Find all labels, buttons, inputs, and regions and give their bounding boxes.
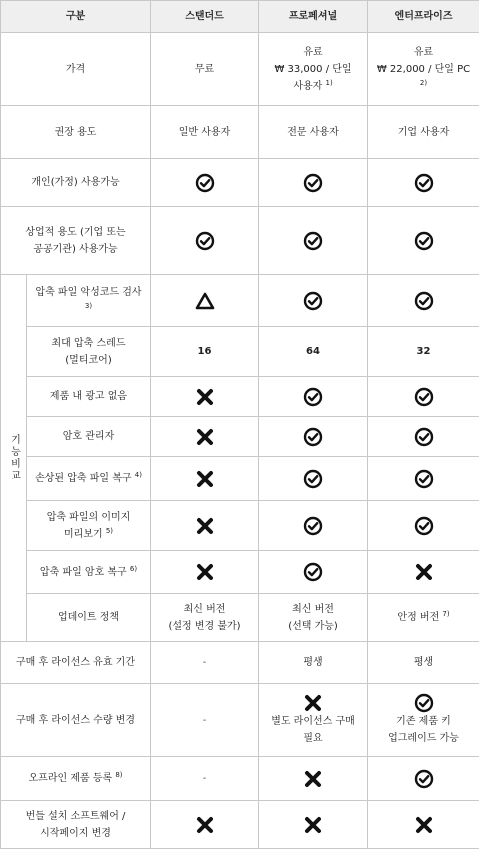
update-standard-line1: 최신 버전 [155, 601, 254, 618]
check-circle-icon [303, 516, 323, 536]
repair-professional [259, 457, 368, 501]
footnote-5: 5) [106, 527, 113, 535]
price-standard: 무료 [151, 33, 259, 106]
license-quantity-label: 구매 후 라이선스 수량 변경 [1, 684, 151, 757]
price-professional-amount: ₩ 33,000 / 단일 사용자 $^{1)}$ [263, 61, 363, 95]
check-circle-icon [303, 562, 323, 582]
threads-enterprise: 32 [368, 327, 479, 377]
license-period-label: 구매 후 라이선스 유효 기간 [1, 642, 151, 684]
usage-row [1, 106, 479, 159]
offline-row [1, 757, 479, 801]
personal-professional [259, 159, 368, 207]
threads-professional: 64 [259, 327, 368, 377]
update-row [1, 594, 479, 642]
repair-standard [151, 457, 259, 501]
price-label: 가격 [1, 33, 151, 106]
password-manager-row [1, 417, 479, 457]
bundle-enterprise [368, 801, 479, 849]
commercial-label: 상업적 용도 (기업 또는 공공기관) 사용가능 [1, 207, 151, 275]
update-professional [259, 594, 368, 642]
usage-professional: 전문 사용자 [259, 106, 368, 159]
malware-enterprise [368, 275, 479, 327]
password-manager-standard [151, 417, 259, 457]
license-quantity-professional-text: 별도 라이선스 구매 필요 [263, 713, 363, 747]
check-circle-icon [303, 291, 323, 311]
features-group-label [1, 275, 27, 642]
password-manager-professional [259, 417, 368, 457]
header-standard: 스탠더드 [151, 1, 259, 33]
update-enterprise: 안정 버전 $^{7)}$ [368, 594, 479, 642]
bundle-professional [259, 801, 368, 849]
features-group-text: 기능비교 [4, 434, 24, 482]
bundle-standard [151, 801, 259, 849]
update-standard-line2: (설정 변경 불가) [155, 618, 254, 635]
check-circle-icon [303, 469, 323, 489]
no-ads-label: 제품 내 광고 없음 [27, 377, 151, 417]
usage-enterprise: 기업 사용자 [368, 106, 479, 159]
license-period-enterprise: 평생 [368, 642, 479, 684]
license-period-row [1, 642, 479, 684]
check-circle-icon [195, 231, 215, 251]
personal-row [1, 159, 479, 207]
x-mark-icon [195, 562, 215, 582]
personal-standard [151, 159, 259, 207]
commercial-standard [151, 207, 259, 275]
password-manager-label: 암호 관리자 [27, 417, 151, 457]
malware-row [1, 275, 479, 327]
update-standard [151, 594, 259, 642]
x-mark-icon [303, 693, 323, 713]
footnote-4: 4) [135, 471, 142, 479]
pw-recovery-enterprise [368, 551, 479, 594]
pw-recovery-standard [151, 551, 259, 594]
usage-label: 권장 용도 [1, 106, 151, 159]
check-circle-icon [414, 769, 434, 789]
commercial-enterprise [368, 207, 479, 275]
x-mark-icon [414, 562, 434, 582]
header-category: 구분 [1, 1, 151, 33]
check-circle-icon [303, 231, 323, 251]
malware-label: 압축 파일 악성코드 검사 $^{3)}$ [27, 275, 151, 327]
x-mark-icon [195, 815, 215, 835]
footnote-3: 3) [85, 302, 92, 310]
preview-professional [259, 501, 368, 551]
commercial-professional [259, 207, 368, 275]
header-row [1, 1, 479, 33]
pw-recovery-row [1, 551, 479, 594]
threads-row [1, 327, 479, 377]
price-row [1, 33, 479, 106]
price-professional-type: 유료 [263, 44, 363, 61]
check-circle-icon [303, 387, 323, 407]
preview-standard [151, 501, 259, 551]
check-circle-icon [414, 291, 434, 311]
no-ads-standard [151, 377, 259, 417]
bundle-label: 번들 설치 소프트웨어 / 시작페이지 변경 [1, 801, 151, 849]
footnote-2: 2) [420, 79, 427, 87]
offline-standard: - [151, 757, 259, 801]
license-quantity-standard: - [151, 684, 259, 757]
threads-standard: 16 [151, 327, 259, 377]
footnote-6: 6) [130, 565, 137, 573]
password-manager-enterprise [368, 417, 479, 457]
check-circle-icon [195, 173, 215, 193]
preview-label: 압축 파일의 이미지 미리보기 $^{5)}$ [27, 501, 151, 551]
update-professional-line2: (선택 가능) [263, 618, 363, 635]
x-mark-icon [303, 769, 323, 789]
footnote-1: 1) [326, 79, 333, 87]
license-period-professional: 평생 [259, 642, 368, 684]
check-circle-icon [414, 516, 434, 536]
no-ads-row [1, 377, 479, 417]
footnote-8: 8) [115, 771, 122, 779]
price-professional [259, 33, 368, 106]
pw-recovery-label: 압축 파일 암호 복구 $^{6)}$ [27, 551, 151, 594]
check-circle-icon [303, 173, 323, 193]
header-enterprise: 엔터프라이즈 [368, 1, 479, 33]
check-circle-icon [414, 427, 434, 447]
check-circle-icon [303, 427, 323, 447]
repair-row [1, 457, 479, 501]
footnote-7: 7) [442, 610, 449, 618]
license-quantity-enterprise-text: 기존 제품 키 업그레이드 가능 [372, 713, 475, 747]
price-enterprise [368, 33, 479, 106]
personal-label: 개인(가정) 사용가능 [1, 159, 151, 207]
malware-professional [259, 275, 368, 327]
x-mark-icon [195, 469, 215, 489]
commercial-row [1, 207, 479, 275]
license-period-standard: - [151, 642, 259, 684]
threads-label: 최대 압축 스레드 (멀티코어) [27, 327, 151, 377]
x-mark-icon [303, 815, 323, 835]
price-enterprise-type: 유료 [372, 44, 475, 61]
offline-professional [259, 757, 368, 801]
offline-label: 오프라인 제품 등록 $^{8)}$ [1, 757, 151, 801]
x-mark-icon [195, 387, 215, 407]
triangle-icon [195, 291, 215, 311]
x-mark-icon [195, 516, 215, 536]
offline-enterprise [368, 757, 479, 801]
malware-standard [151, 275, 259, 327]
check-circle-icon [414, 387, 434, 407]
license-quantity-professional [259, 684, 368, 757]
personal-enterprise [368, 159, 479, 207]
repair-label: 손상된 압축 파일 복구 $^{4)}$ [27, 457, 151, 501]
header-professional: 프로페셔널 [259, 1, 368, 33]
check-circle-icon [414, 693, 434, 713]
x-mark-icon [414, 815, 434, 835]
no-ads-professional [259, 377, 368, 417]
check-circle-icon [414, 173, 434, 193]
preview-enterprise [368, 501, 479, 551]
usage-standard: 일반 사용자 [151, 106, 259, 159]
check-circle-icon [414, 231, 434, 251]
repair-enterprise [368, 457, 479, 501]
license-quantity-row [1, 684, 479, 757]
update-label: 업데이트 정책 [27, 594, 151, 642]
check-circle-icon [414, 469, 434, 489]
update-professional-line1: 최신 버전 [263, 601, 363, 618]
price-enterprise-amount: ₩ 22,000 / 단일 PC $^{2)}$ [372, 61, 475, 95]
bundle-row [1, 801, 479, 849]
preview-row [1, 501, 479, 551]
license-quantity-enterprise [368, 684, 479, 757]
pw-recovery-professional [259, 551, 368, 594]
no-ads-enterprise [368, 377, 479, 417]
x-mark-icon [195, 427, 215, 447]
